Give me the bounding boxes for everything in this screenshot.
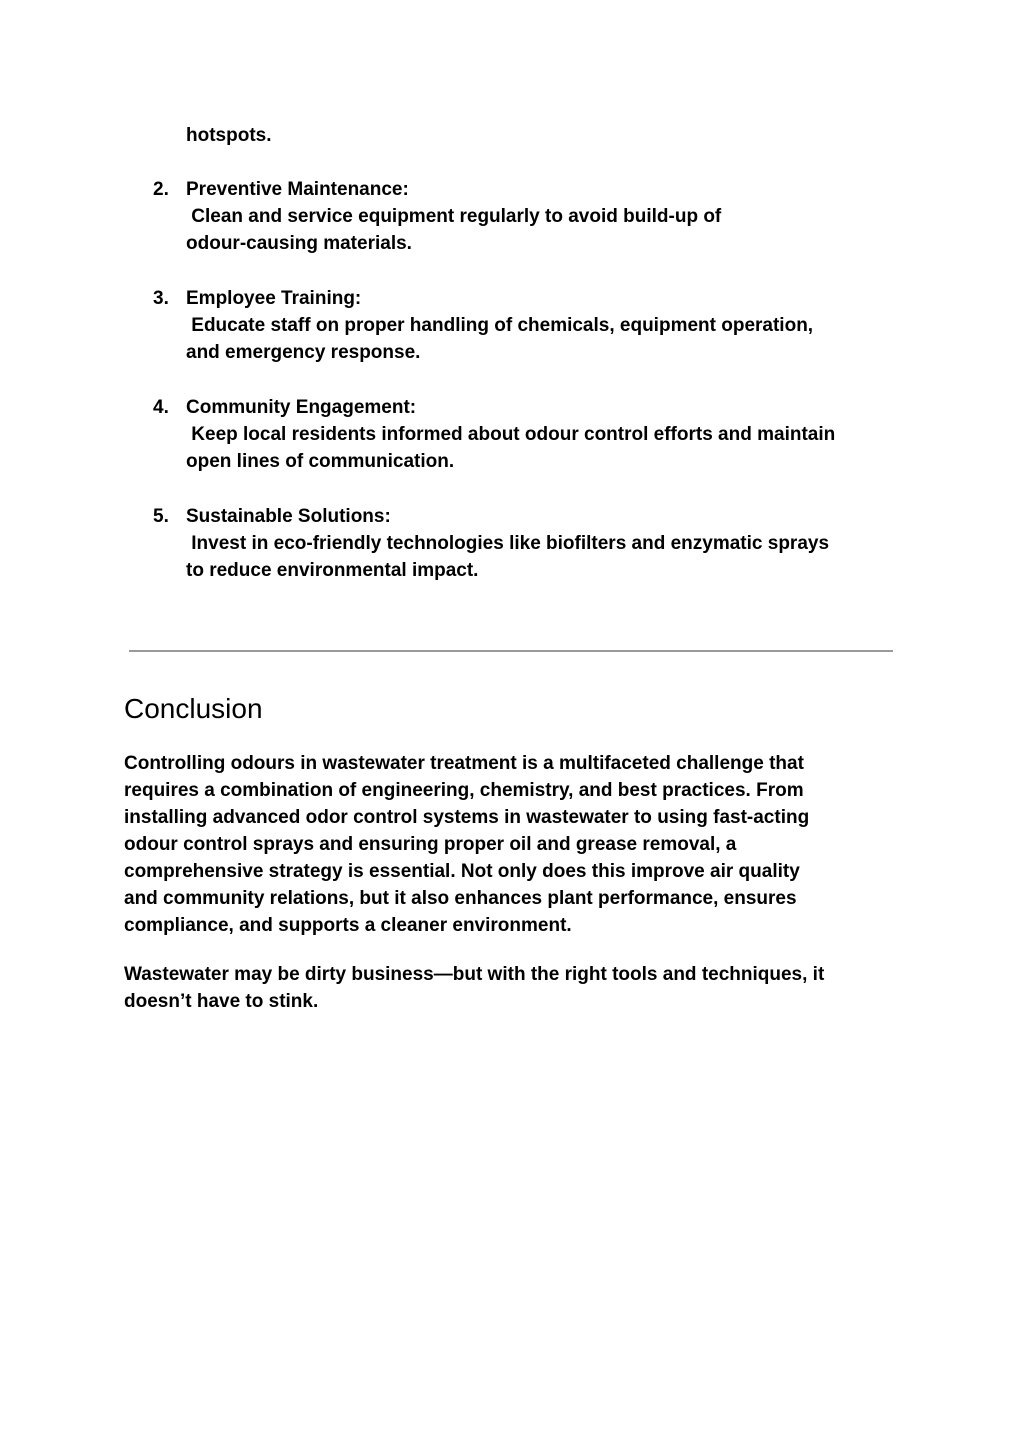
list-item-number: 4. [153, 397, 169, 418]
list-item-title: Sustainable Solutions: [186, 506, 391, 527]
list-item-body-line: odour-causing materials. [186, 233, 412, 254]
list-item-body-line: and emergency response. [186, 342, 421, 363]
paragraph-line: odour control sprays and ensuring proper oil and grease removal, a [124, 834, 737, 855]
list-item-body-line: Invest in eco-friendly technologies like biofilters and enzymatic sprays [186, 533, 830, 554]
list-item-number: 3. [153, 288, 169, 309]
paragraph-line: comprehensive strategy is essential. Not only does this improve air quality [124, 861, 800, 882]
paragraph-line: doesn’t have to stink. [124, 991, 319, 1012]
paragraph-line: requires a combination of engineering, chemistry, and best practices. From [124, 780, 804, 801]
list-item-body-line: Clean and service equipment regularly to avoid build-up of [186, 206, 722, 227]
paragraph-line: Wastewater may be dirty business—but with the right tools and techniques, it [124, 964, 825, 985]
list-item-body-line: to reduce environmental impact. [186, 560, 479, 581]
list-item-title: Community Engagement: [186, 397, 417, 418]
paragraph-line: and community relations, but it also enhances plant performance, ensures [124, 888, 797, 909]
paragraph-line: Controlling odours in wastewater treatment is a multifaceted challenge that [124, 753, 804, 774]
list-continuation-text: hotspots. [186, 125, 272, 146]
paragraph-line: compliance, and supports a cleaner environment. [124, 915, 572, 936]
paragraph-line: installing advanced odor control systems in wastewater to using fast-acting [124, 807, 810, 828]
list-item-title: Employee Training: [186, 288, 362, 309]
section-divider [129, 650, 893, 652]
list-item-number: 2. [153, 179, 169, 200]
conclusion-heading: Conclusion [124, 693, 263, 724]
list-item-body-line: Keep local residents informed about odour control efforts and maintain [186, 424, 836, 445]
list-item-number: 5. [153, 506, 169, 527]
list-item-title: Preventive Maintenance: [186, 179, 409, 200]
list-item-body-line: open lines of communication. [186, 451, 455, 472]
list-item-body-line: Educate staff on proper handling of chemicals, equipment operation, [186, 315, 814, 336]
